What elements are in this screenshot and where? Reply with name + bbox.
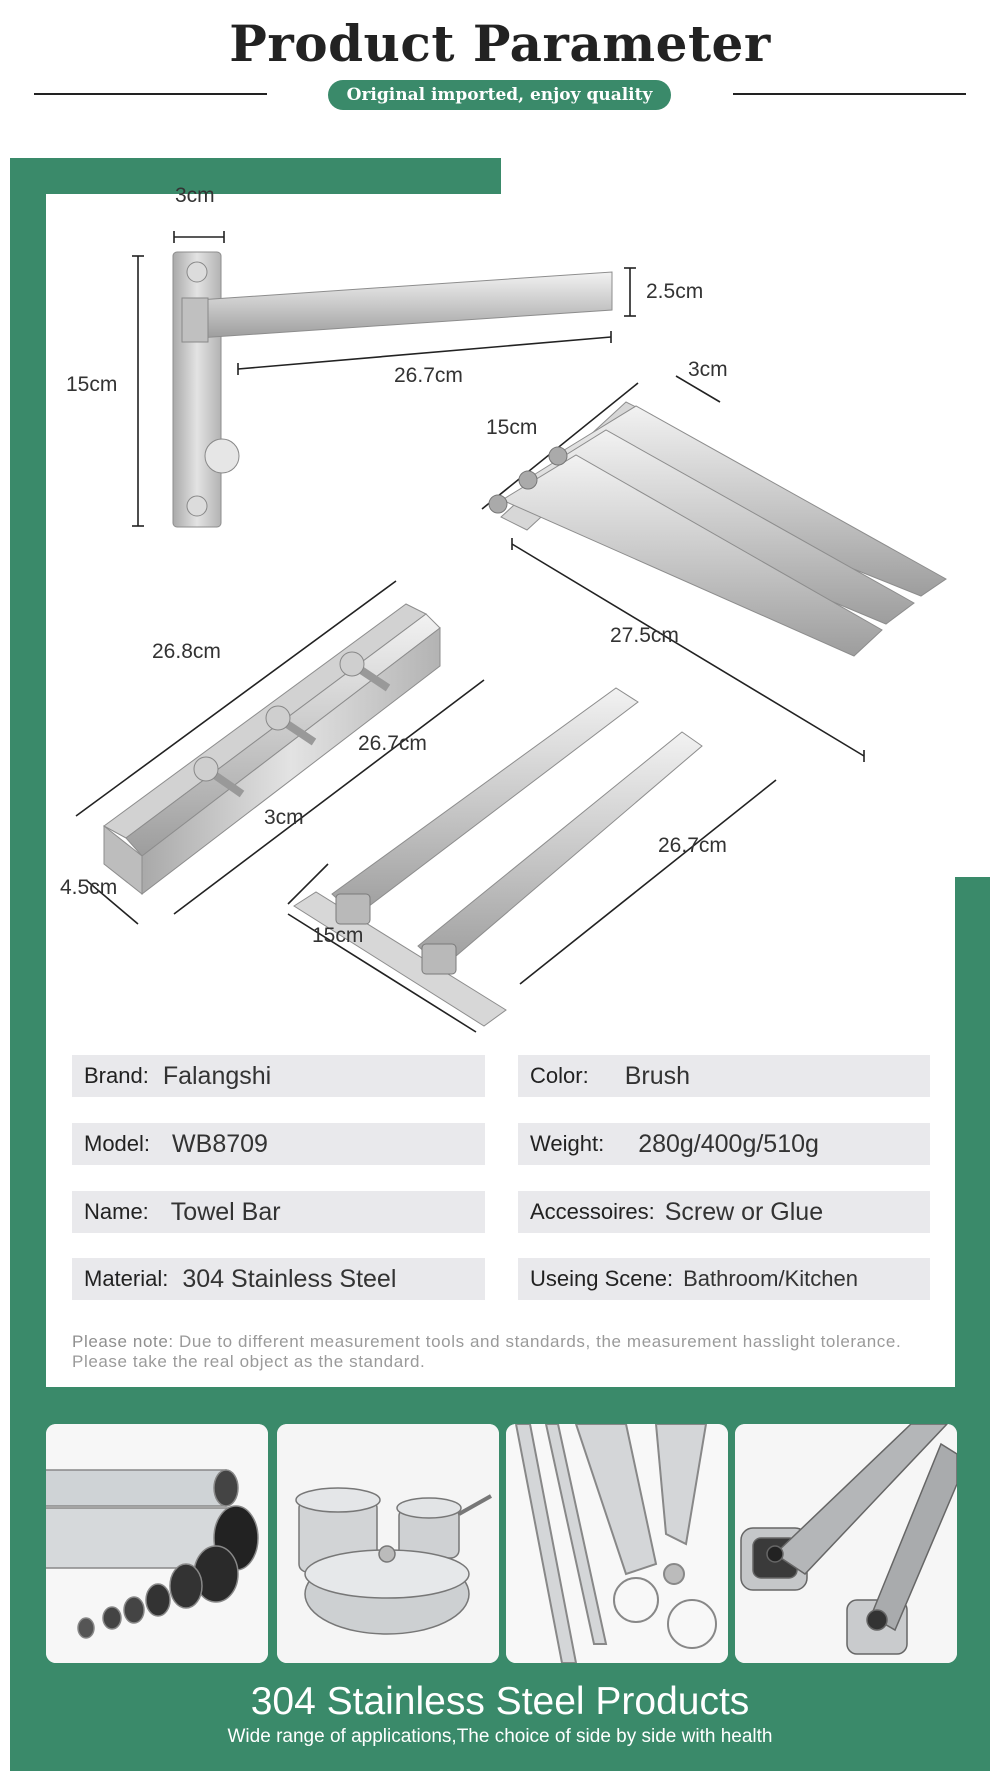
footer-subtitle: Wide range of applications,The choice of side by side with health xyxy=(227,1726,773,1747)
photo-steel-pipes xyxy=(46,1424,268,1663)
frame-top-band xyxy=(10,158,501,194)
spec-accessories xyxy=(518,1191,930,1233)
dim-frame-depth: 4.5cm xyxy=(60,876,118,899)
triple-bar-product xyxy=(489,402,946,656)
note-text: Due to different measurement tools and standards, the measurement hasslight tolerance. Please take the real object as the standard. xyxy=(72,1332,902,1371)
page-title: Product Parameter xyxy=(229,14,771,73)
double-bar-product xyxy=(294,688,702,1026)
spec-label: Color: xyxy=(530,1063,589,1088)
spec-label: Name: xyxy=(84,1199,149,1224)
header-divider-right xyxy=(733,93,966,95)
spec-name xyxy=(72,1191,485,1233)
photo-towel-bar-closeup xyxy=(735,1424,957,1663)
header-divider-left xyxy=(34,93,267,95)
header-subtitle-badge: Original imported, enjoy quality xyxy=(328,80,671,110)
dim-bar3-height: 15cm xyxy=(486,416,538,439)
spec-label: Weight: xyxy=(530,1131,605,1156)
dim-bar1-height: 15cm xyxy=(66,373,118,396)
spec-value: Bathroom/Kitchen xyxy=(683,1266,858,1291)
spec-color xyxy=(518,1055,930,1097)
spec-label: Useing Scene: xyxy=(530,1266,674,1291)
spec-model xyxy=(72,1123,485,1165)
spec-brand xyxy=(72,1055,485,1097)
spec-value: Screw or Glue xyxy=(664,1197,824,1226)
spec-value: WB8709 xyxy=(172,1129,268,1158)
spec-weight xyxy=(518,1123,930,1165)
spec-material xyxy=(72,1258,485,1300)
dim-frame-inner: 26.7cm xyxy=(358,732,427,755)
footer-title: 304 Stainless Steel Products xyxy=(250,1680,750,1723)
towel-bar-illustrations xyxy=(46,194,955,1054)
dim-bar2-width: 3cm xyxy=(264,806,304,829)
dim-bar2-height: 15cm xyxy=(312,924,364,947)
dim-bar3-length: 27.5cm xyxy=(610,624,679,647)
product-dimension-diagram xyxy=(46,184,955,1054)
dim-bar3-width: 3cm xyxy=(688,358,728,381)
spec-label: Brand: xyxy=(84,1063,149,1088)
dim-bar1-thickness: 2.5cm xyxy=(646,280,704,303)
spec-value: 280g/400g/510g xyxy=(638,1129,819,1158)
photo-medical-instruments xyxy=(506,1424,728,1663)
spec-scene xyxy=(518,1258,930,1300)
spec-label: Accessoires: xyxy=(530,1199,655,1224)
dim-frame-length: 26.8cm xyxy=(152,640,221,663)
dim-bar1-length: 26.7cm xyxy=(394,364,463,387)
spec-value: Falangshi xyxy=(162,1061,272,1090)
note-label: Please note: xyxy=(72,1332,174,1351)
photo-cookware xyxy=(277,1424,499,1663)
dim-bar1-width: 3cm xyxy=(175,184,215,207)
spec-value: Brush xyxy=(624,1061,690,1090)
spec-value: Towel Bar xyxy=(170,1197,281,1226)
spec-value: 304 Stainless Steel xyxy=(182,1264,397,1293)
spec-label: Model: xyxy=(84,1131,151,1156)
spec-label: Material: xyxy=(84,1266,169,1291)
dim-bar2-length: 26.7cm xyxy=(658,834,727,857)
measurement-note xyxy=(72,1332,932,1372)
